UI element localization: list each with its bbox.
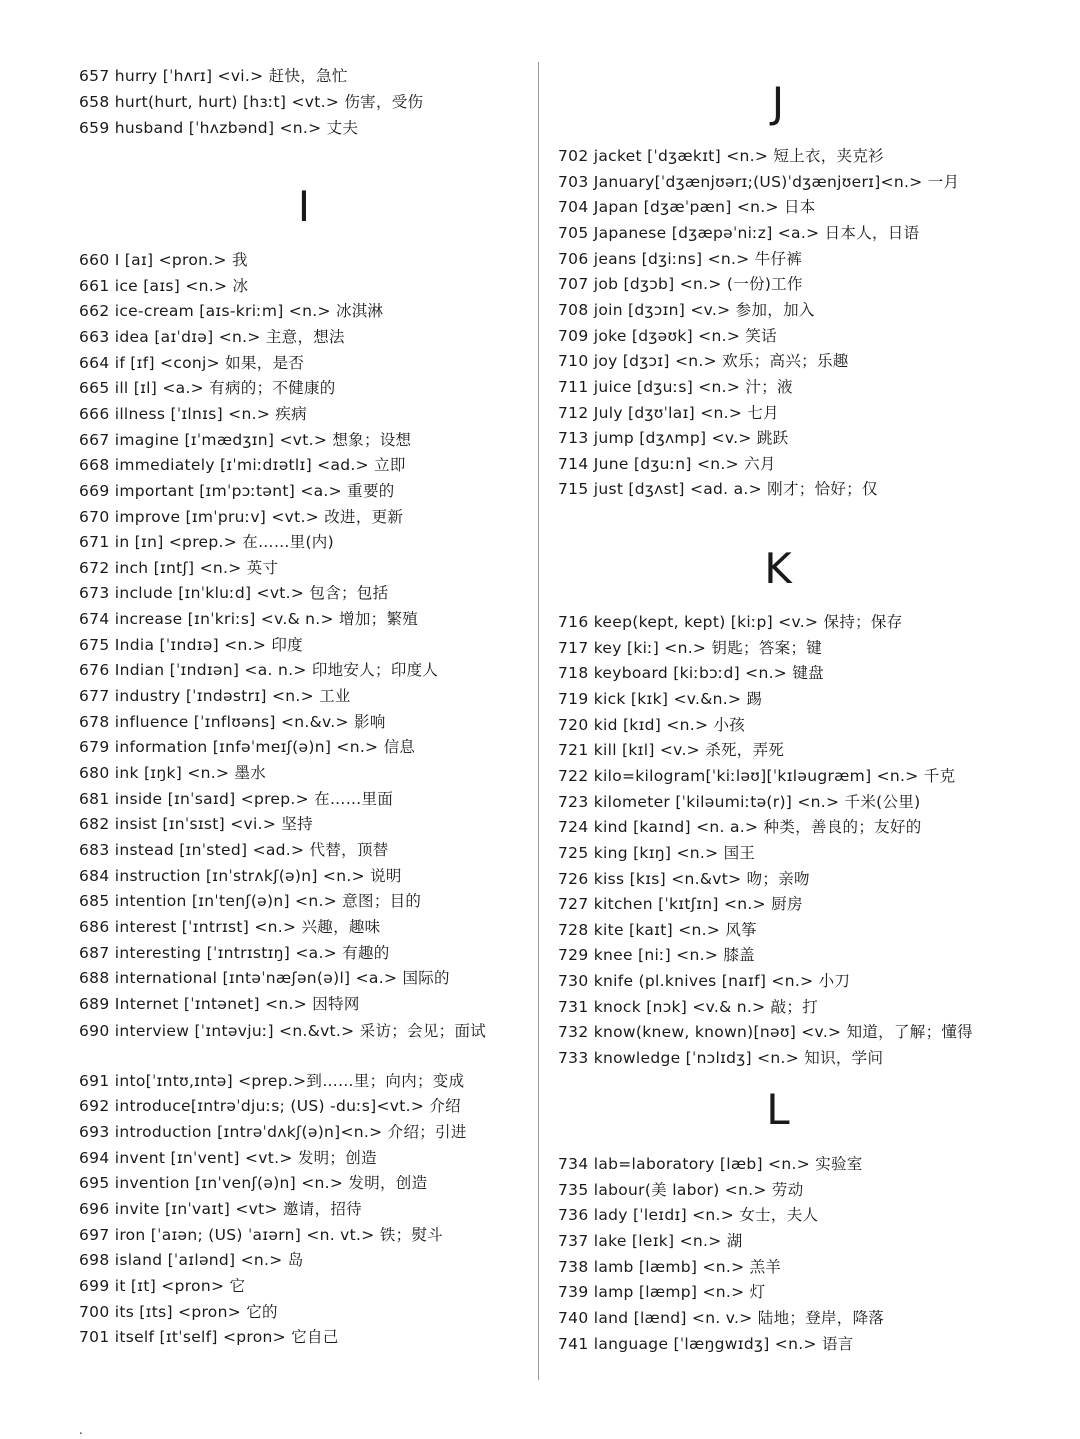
list-item: 702 jacket [ˈdʒækɪt] <n.> 短上衣，夹克衫 xyxy=(558,147,884,165)
list-item: 704 Japan [dʒæˈpæn] <n.> 日本 xyxy=(558,198,816,217)
list-item: 739 lamp [læmp] <n.> 灯 xyxy=(558,1283,766,1302)
list-item: 694 invent [ɪnˈvent] <vt.> 发明；创造 xyxy=(79,1148,377,1167)
list-item: 719 kick [kɪk] <v.&n.> 踢 xyxy=(558,689,763,708)
list-item: 722 kilo=kilogram[ˈkiːləʊ][ˈkɪləugræm] <n.> 千克 xyxy=(558,766,956,785)
list-item: 725 king [kɪŋ] <n.> 国王 xyxy=(558,843,756,862)
list-item: 729 knee [niː] <n.> 膝盖 xyxy=(558,946,755,965)
list-item: 689 Internet [ˈɪntənet] <n.> 因特网 xyxy=(79,994,360,1013)
list-item: 726 kiss [kɪs] <n.&vt> 吻；亲吻 xyxy=(558,869,810,888)
list-item: 713 jump [dʒʌmp] <v.> 跳跃 xyxy=(558,429,789,448)
list-item: 670 improve [ɪmˈpruːv] <vt.> 改进，更新 xyxy=(79,507,404,526)
list-item: 673 include [ɪnˈkluːd] <vt.> 包含；包括 xyxy=(79,584,389,603)
list-item: 686 interest [ˈɪntrɪst] <n.> 兴趣，趣味 xyxy=(79,917,381,936)
list-item: 699 it [ɪt] <pron> 它 xyxy=(79,1277,246,1295)
list-item: 740 land [lænd] <n. v.> 陆地；登岸，降落 xyxy=(558,1308,885,1327)
list-item: 681 inside [ɪnˈsaɪd] <prep.> 在……里面 xyxy=(79,789,394,808)
list-item: 730 knife (pl.knives [naɪf] <n.> 小刀 xyxy=(558,972,851,991)
list-item: 695 invention [ɪnˈvenʃ(ə)n] <n.> 发明，创造 xyxy=(79,1174,428,1193)
list-item: 665 ill [ɪl] <a.> 有病的；不健康的 xyxy=(79,379,336,398)
list-item: 692 introduce[ɪntrəˈdjuːs; (US) -duːs]<vt.> 介绍 xyxy=(79,1097,461,1116)
list-item: 680 ink [ɪŋk] <n.> 墨水 xyxy=(79,764,267,782)
list-item: 688 international [ɪntəˈnæʃən(ə)l] <a.> 国际的 xyxy=(79,969,450,988)
list-item: 660 I [aɪ] <pron.> 我 xyxy=(79,251,248,269)
list-item: 678 influence [ˈɪnflʊəns] <n.&v.> 影响 xyxy=(79,712,386,731)
section-letter-l: L xyxy=(766,1085,790,1134)
list-item: 715 just [dʒʌst] <ad. a.> 刚才；恰好；仅 xyxy=(558,480,878,499)
list-item: 690 interview [ˈɪntəvjuː] <n.&vt.> 采访；会见；面试 xyxy=(79,1021,487,1040)
list-item: 682 insist [ɪnˈsɪst] <vi.> 坚持 xyxy=(79,815,313,834)
list-item: 662 ice-cream [aɪs-kriːm] <n.> 冰淇淋 xyxy=(79,302,384,321)
list-item: 667 imagine [ɪˈmædʒɪn] <vt.> 想象；设想 xyxy=(79,430,412,449)
list-item: 674 increase [ɪnˈkriːs] <v.& n.> 增加；繁殖 xyxy=(79,610,419,629)
entry-659: 659 husband [ˈhʌzbənd] <n.> 丈夫 xyxy=(79,119,359,137)
list-item: 714 June [dʒuːn] <n.> 六月 xyxy=(558,454,776,473)
list-item: 721 kill [kɪl] <v.> 杀死，弄死 xyxy=(558,741,785,760)
section-letter-k: K xyxy=(764,544,792,593)
footer-dot: . xyxy=(79,1423,83,1437)
list-item: 716 keep(kept, kept) [kiːp] <v.> 保持；保存 xyxy=(558,613,903,631)
list-item: 708 join [dʒɔɪn] <v.> 参加，加入 xyxy=(558,300,815,319)
list-item: 685 intention [ɪnˈtenʃ(ə)n] <n.> 意图；目的 xyxy=(79,892,422,911)
list-item: 737 lake [leɪk] <n.> 湖 xyxy=(558,1231,743,1250)
entry-657: 657 hurry [ˈhʌrɪ] <vi.> 赶快，急忙 xyxy=(79,67,348,85)
list-item: 700 its [ɪts] <pron> 它的 xyxy=(79,1302,278,1321)
list-item: 679 information [ɪnfəˈmeɪʃ(ə)n] <n.> 信息 xyxy=(79,738,416,757)
list-item: 696 invite [ɪnˈvaɪt] <vt> 邀请，招待 xyxy=(79,1200,362,1219)
list-item: 697 iron [ˈaɪən; (US) ˈaɪərn] <n. vt.> 铁；熨斗 xyxy=(79,1225,443,1244)
list-item: 684 instruction [ɪnˈstrʌkʃ(ə)n] <n.> 说明 xyxy=(79,866,402,885)
list-item: 691 into[ˈɪntʊ,ɪntə] <prep.>到……里；向内；变成 xyxy=(79,1071,465,1090)
section-letter-j: J xyxy=(771,78,785,127)
list-item: 710 joy [dʒɔɪ] <n.> 欢乐；高兴；乐趣 xyxy=(558,352,849,371)
list-item: 671 in [ɪn] <prep.> 在……里(内) xyxy=(79,533,334,552)
list-item: 707 job [dʒɔb] <n.> (一份)工作 xyxy=(558,275,803,294)
list-item: 709 joke [dʒəʊk] <n.> 笑话 xyxy=(558,326,777,345)
list-item: 712 July [dʒʊˈlaɪ] <n.> 七月 xyxy=(558,403,779,422)
list-item: 732 know(knew, known)[nəʊ] <v.> 知道，了解；懂得 xyxy=(558,1023,973,1042)
section-letter-i: I xyxy=(297,182,311,231)
list-item: 663 idea [aɪˈdɪə] <n.> 主意，想法 xyxy=(79,327,345,346)
list-item: 669 important [ɪmˈpɔːtənt] <a.> 重要的 xyxy=(79,481,395,500)
list-item: 687 interesting [ˈɪntrɪstɪŋ] <a.> 有趣的 xyxy=(79,943,390,962)
list-item: 693 introduction [ɪntrəˈdʌkʃ(ə)n]<n.> 介绍；引进 xyxy=(79,1123,467,1142)
entry-658: 658 hurt(hurt, hurt) [hɜːt] <vt.> 伤害，受伤 xyxy=(79,93,424,111)
list-item: 706 jeans [dʒiːns] <n.> 牛仔裤 xyxy=(558,249,803,268)
list-item: 735 labour(美 labor) <n.> 劳动 xyxy=(558,1180,804,1199)
list-item: 668 immediately [ɪˈmiːdɪətlɪ] <ad.> 立即 xyxy=(79,456,406,475)
list-item: 736 lady [ˈleɪdɪ] <n.> 女士，夫人 xyxy=(558,1206,819,1225)
list-item: 723 kilometer [ˈkiləumiːtə(r)] <n.> 千米(公里) xyxy=(558,792,921,811)
list-item: 676 Indian [ˈɪndɪən] <a. n.> 印地安人；印度人 xyxy=(79,661,439,680)
list-item: 666 illness [ˈɪlnɪs] <n.> 疾病 xyxy=(79,404,307,423)
list-item: 677 industry [ˈɪndəstrɪ] <n.> 工业 xyxy=(79,687,351,706)
list-item: 661 ice [aɪs] <n.> 冰 xyxy=(79,276,249,295)
list-item: 733 knowledge [ˈnɔlɪdʒ] <n.> 知识，学问 xyxy=(558,1049,884,1068)
list-item: 683 instead [ɪnˈsted] <ad.> 代替，顶替 xyxy=(79,840,389,859)
column-divider xyxy=(538,62,539,1380)
list-item: 734 lab=laboratory [læb] <n.> 实验室 xyxy=(558,1155,863,1173)
list-item: 703 January[ˈdʒænjʊərɪ;(US)ˈdʒænjʊerɪ]<n.> 一月 xyxy=(558,172,960,191)
list-item: 720 kid [kɪd] <n.> 小孩 xyxy=(558,715,746,734)
list-item: 711 juice [dʒuːs] <n.> 汁；液 xyxy=(558,377,793,396)
list-item: 675 India [ˈɪndɪə] <n.> 印度 xyxy=(79,635,303,654)
list-item: 664 if [ɪf] <conj> 如果，是否 xyxy=(79,353,305,372)
list-item: 727 kitchen [ˈkɪtʃɪn] <n.> 厨房 xyxy=(558,895,803,914)
list-item: 701 itself [ɪtˈself] <pron> 它自己 xyxy=(79,1328,339,1347)
list-item: 741 language [ˈlæŋgwɪdʒ] <n.> 语言 xyxy=(558,1334,854,1353)
list-item: 738 lamb [læmb] <n.> 羔羊 xyxy=(558,1257,782,1276)
list-item: 731 knock [nɔk] <v.& n.> 敲；打 xyxy=(558,997,819,1016)
list-item: 724 kind [kaɪnd] <n. a.> 种类，善良的；友好的 xyxy=(558,818,922,837)
list-item: 717 key [kiː] <n.> 钥匙；答案；键 xyxy=(558,638,823,657)
list-item: 718 keyboard [kiːbɔːd] <n.> 键盘 xyxy=(558,664,824,683)
list-item: 728 kite [kaɪt] <n.> 风筝 xyxy=(558,920,757,939)
list-item: 705 Japanese [dʒæpəˈniːz] <a.> 日本人，日语 xyxy=(558,223,920,242)
list-item: 672 inch [ɪntʃ] <n.> 英寸 xyxy=(79,558,279,577)
list-item: 698 island [ˈaɪlənd] <n.> 岛 xyxy=(79,1251,304,1270)
